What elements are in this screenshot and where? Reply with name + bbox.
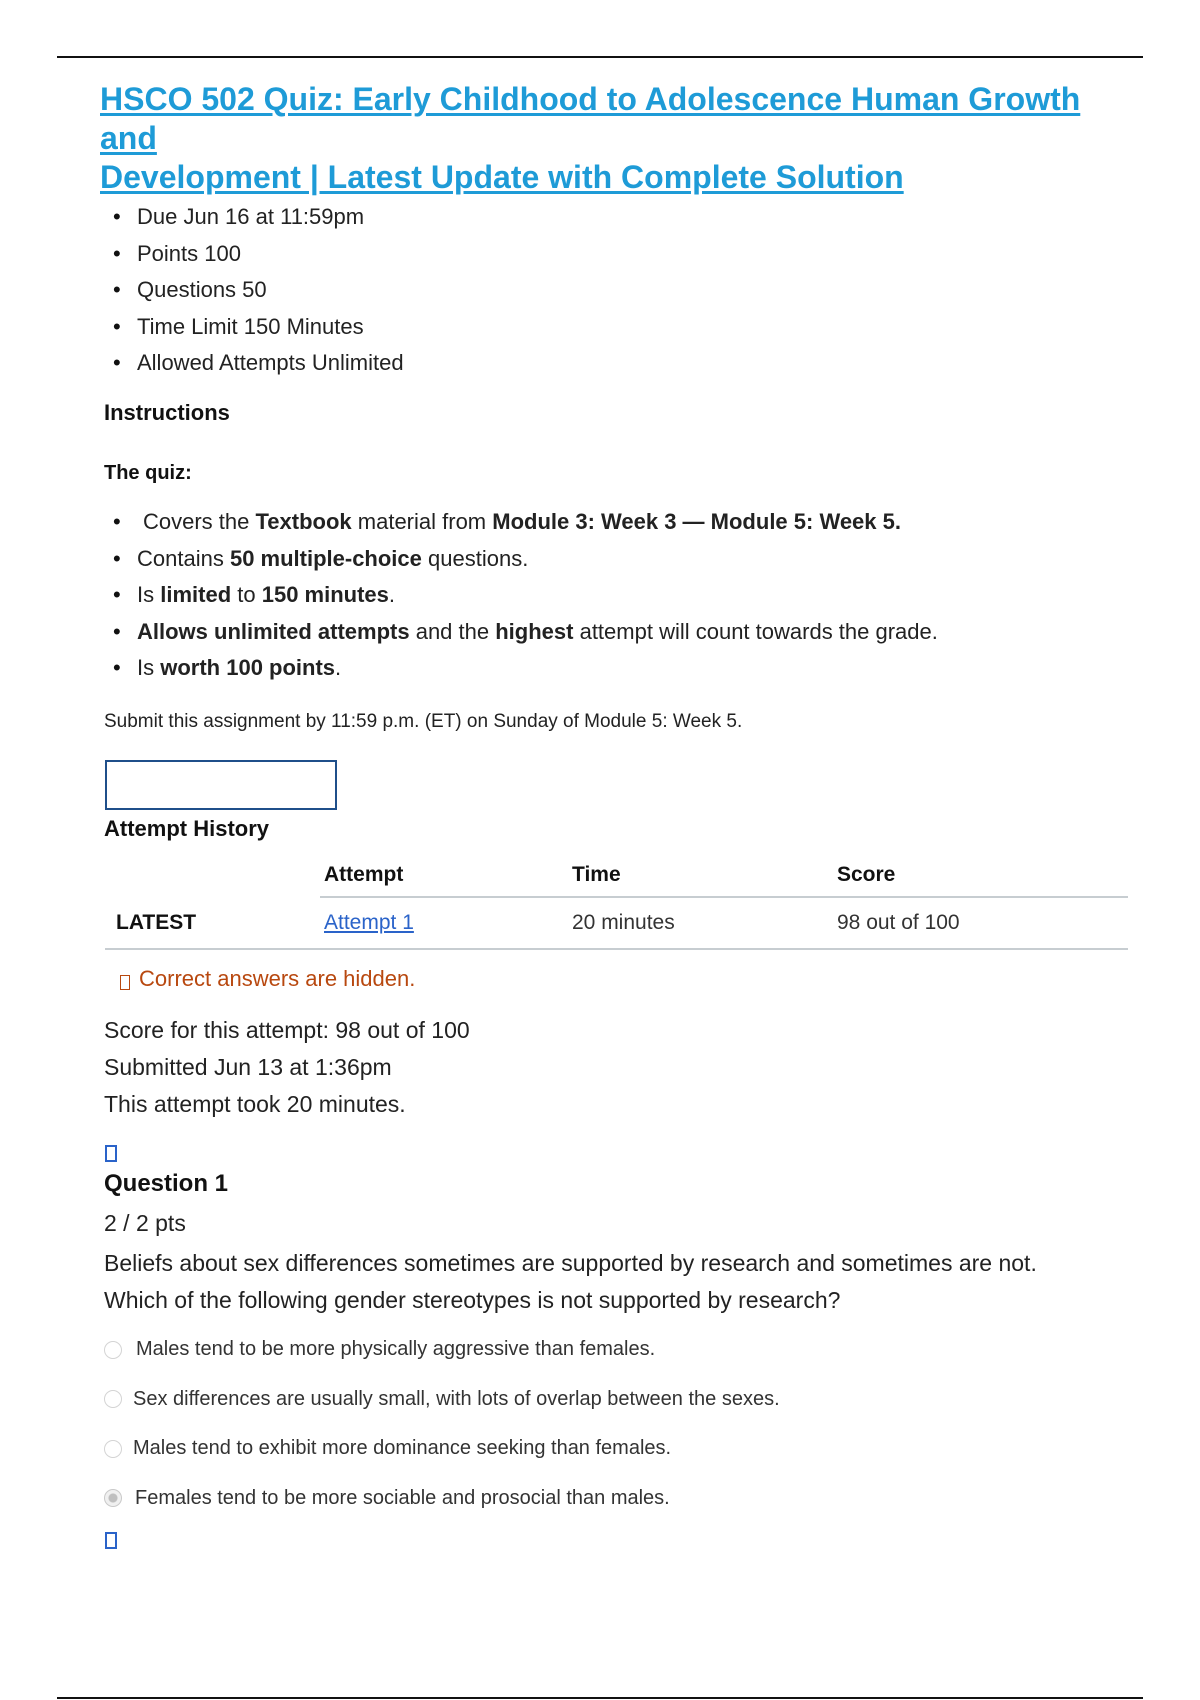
rule-item: • Contains 50 multiple-choice questions. <box>110 546 938 583</box>
answer-option[interactable] <box>104 1424 780 1474</box>
take-quiz-button[interactable] <box>105 760 337 810</box>
radio-button[interactable] <box>104 1440 122 1458</box>
answers-hidden-notice <box>120 966 415 992</box>
attempt-summary <box>104 1017 470 1128</box>
points-item: • Points 100 <box>110 241 404 278</box>
title-line-2: Development | Latest Update with Complete Solution <box>100 159 904 195</box>
answers-hidden-text: Correct answers are hidden. <box>139 966 416 991</box>
attempt-cell <box>320 897 572 949</box>
top-rule <box>57 56 1143 58</box>
answer-label: Females tend to be more sociable and prosocial than males. <box>135 1486 670 1509</box>
rule-item: • Allows unlimited attempts and the highest attempt will count towards the grade. <box>110 619 938 656</box>
column-header-time: Time <box>572 854 837 897</box>
answer-option[interactable] <box>104 1325 780 1375</box>
bottom-rule <box>57 1697 1143 1699</box>
column-header-blank <box>105 854 320 897</box>
column-header-attempt: Attempt <box>320 854 572 897</box>
question-text <box>104 1245 1134 1318</box>
flag-question-icon[interactable] <box>105 1532 117 1549</box>
allowed-attempts-item: • Allowed Attempts Unlimited <box>110 350 404 387</box>
warning-icon <box>120 975 130 990</box>
answer-label: Sex differences are usually small, with lots of overlap between the sexes. <box>133 1387 780 1410</box>
rule-item: • Is limited to 150 minutes. <box>110 582 938 619</box>
attempt-score: Score for this attempt: 98 out of 100 <box>104 1017 470 1043</box>
instructions-heading: Instructions <box>104 400 230 425</box>
score-cell: 98 out of 100 <box>837 897 1128 949</box>
attempt-duration: This attempt took 20 minutes. <box>104 1091 406 1117</box>
attempt-1-link[interactable]: Attempt 1 <box>324 911 414 934</box>
flag-question-icon[interactable] <box>105 1145 117 1162</box>
attempt-history-table <box>105 854 1128 950</box>
radio-button[interactable] <box>104 1390 122 1408</box>
column-header-score: Score <box>837 854 1128 897</box>
quiz-details-list <box>110 204 404 387</box>
submit-deadline-note: Submit this assignment by 11:59 p.m. (ET) on Sunday of Module 5: Week 5. <box>104 711 743 732</box>
question-points: 2 / 2 pts <box>104 1210 186 1236</box>
answer-label: Males tend to exhibit more dominance seeking than females. <box>133 1437 672 1460</box>
time-limit-item: • Time Limit 150 Minutes <box>110 314 404 351</box>
time-cell: 20 minutes <box>572 897 837 949</box>
radio-button[interactable] <box>104 1341 122 1359</box>
radio-button-selected[interactable] <box>104 1489 122 1507</box>
table-row <box>105 897 1128 949</box>
question-text-line-1: Beliefs about sex differences sometimes are supported by research and sometimes are not. <box>104 1250 1037 1276</box>
answer-option[interactable] <box>104 1375 780 1425</box>
attempt-history-heading: Attempt History <box>104 816 270 841</box>
title-line-1: HSCO 502 Quiz: Early Childhood to Adolescence Human Growth and <box>100 81 1081 156</box>
answer-option-selected[interactable] <box>104 1474 780 1524</box>
quiz-rules-list <box>110 509 938 692</box>
question-title: Question 1 <box>104 1170 229 1197</box>
due-date-item: • Due Jun 16 at 11:59pm <box>110 204 404 241</box>
answer-options <box>104 1325 780 1523</box>
question-text-line-2: Which of the following gender stereotypes is not supported by research? <box>104 1286 841 1313</box>
questions-item: • Questions 50 <box>110 277 404 314</box>
quiz-label: The quiz: <box>104 462 192 484</box>
document-title-link[interactable] <box>100 80 1110 197</box>
rule-item: • Is worth 100 points. <box>110 655 938 692</box>
answer-label: Males tend to be more physically aggressive than females. <box>136 1338 656 1361</box>
attempt-submitted: Submitted Jun 13 at 1:36pm <box>104 1054 392 1080</box>
latest-label: LATEST <box>105 897 320 949</box>
rule-item: • Covers the Textbook material from Module 3: Week 3 — Module 5: Week 5. <box>110 509 938 546</box>
